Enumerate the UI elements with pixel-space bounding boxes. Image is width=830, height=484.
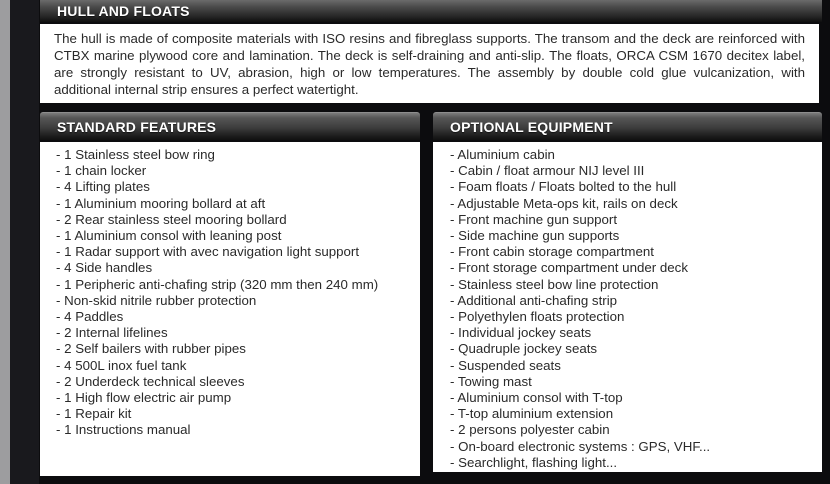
left-gray-strip: [0, 0, 10, 484]
list-item: - 1 chain locker: [56, 163, 147, 179]
list-item: - 1 Aluminium mooring bollard at aft: [56, 195, 266, 211]
list-item: - Adjustable Meta-ops kit, rails on deck: [450, 195, 678, 211]
list-item: - Additional anti-chafing strip: [450, 292, 618, 308]
list-item: - 1 Instructions manual: [56, 422, 191, 438]
list-item: - Front storage compartment under deck: [450, 260, 688, 276]
list-item: - 4 500L inox fuel tank: [56, 357, 187, 373]
optional-equipment-panel: [433, 142, 822, 472]
list-item: - Suspended seats: [450, 357, 561, 373]
left-dark-strip: [10, 0, 39, 484]
standard-features-title: STANDARD FEATURES: [57, 118, 217, 135]
list-item: - 2 persons polyester cabin: [450, 422, 610, 438]
optional-equipment-header: [433, 112, 822, 140]
list-item: - 1 Stainless steel bow ring: [56, 147, 215, 162]
list-item: - 4 Side handles: [56, 260, 153, 276]
list-item: - 1 High flow electric air pump: [56, 390, 232, 406]
list-item: - Individual jockey seats: [450, 325, 592, 341]
list-item: - Aluminium cabin: [450, 147, 555, 162]
list-item: - Foam floats / Floats bolted to the hull: [450, 179, 677, 195]
list-item: - 2 Underdeck technical sleeves: [56, 373, 245, 389]
list-item: - On-board electronic systems : GPS, VHF...: [450, 438, 711, 454]
list-item: - Towing mast: [450, 373, 532, 389]
standard-features-header: [40, 112, 420, 140]
hull-section-header: [40, 0, 822, 22]
optional-equipment-list: [433, 142, 822, 471]
hull-section-title: HULL AND FLOATS: [57, 3, 190, 19]
list-item: - 4 Paddles: [56, 309, 124, 325]
list-item: - Front machine gun support: [450, 211, 618, 227]
hull-section-panel: [40, 24, 819, 103]
list-item: - T-top aluminium extension: [450, 406, 614, 422]
list-item: - 2 Self bailers with rubber pipes: [56, 341, 246, 357]
hull-description: The hull is made of composite materials with ISO resins and fibreglass supports. The transom and the deck are reinforced with CTBX marine plywood core and lamination. The deck is self-draining and anti-slip. The floats, ORCA CSM 1670 decitex label, are strongly resistant to UV, abrasion, high or low temperatures. The assembly by double cold glue vulcanization, with additional internal strip ensures a perfect watertight.: [54, 31, 805, 97]
list-item: - Stainless steel bow line protection: [450, 276, 659, 292]
list-item: - Front cabin storage compartment: [450, 244, 654, 260]
standard-features-list: [40, 142, 420, 439]
list-item: - 2 Rear stainless steel mooring bollard: [56, 211, 287, 227]
list-item: - Searchlight, flashing light...: [450, 454, 618, 470]
optional-equipment-title: OPTIONAL EQUIPMENT: [450, 118, 613, 135]
list-item: - 1 Radar support with avec navigation light support: [56, 244, 360, 260]
list-item: - 1 Peripheric anti-chafing strip (320 mm then 240 mm): [56, 276, 379, 292]
list-item: - 1 Aluminium consol with leaning post: [56, 228, 282, 244]
list-item: - Aluminium consol with T-top: [450, 390, 623, 406]
list-item: - 2 Internal lifelines: [56, 325, 168, 341]
list-item: - Side machine gun supports: [450, 228, 620, 244]
list-item: - Polyethylen floats protection: [450, 309, 625, 325]
list-item: - Cabin / float armour NIJ level III: [450, 163, 645, 179]
list-item: - Non-skid nitrile rubber protection: [56, 292, 257, 308]
list-item: - 1 Repair kit: [56, 406, 132, 422]
standard-features-panel: [40, 142, 420, 476]
list-item: - 4 Lifting plates: [56, 179, 150, 195]
list-item: - Quadruple jockey seats: [450, 341, 598, 357]
